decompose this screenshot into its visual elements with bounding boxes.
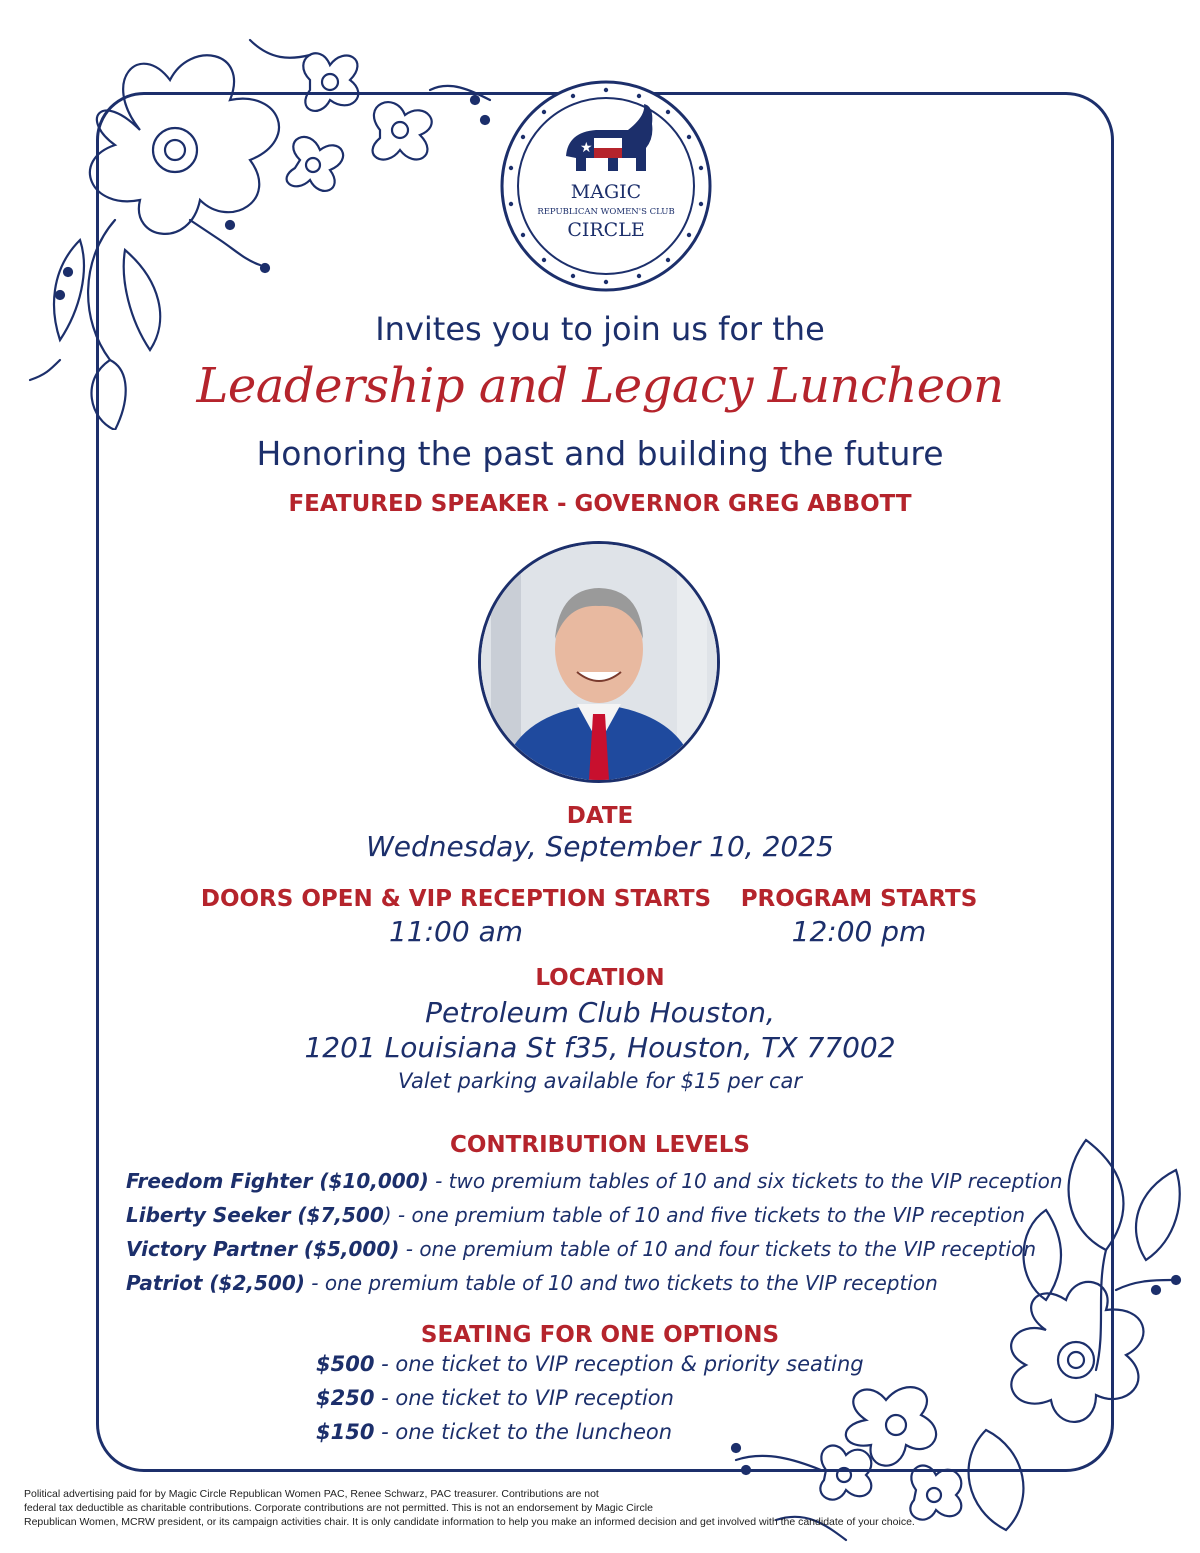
event-title: Leadership and Legacy Luncheon: [196, 358, 1004, 414]
list-item: [126, 1268, 1086, 1302]
list-item: [126, 1166, 1086, 1200]
logo-text-club: REPUBLICAN WOMEN'S CLUB: [537, 207, 675, 217]
seat-description: - one ticket to VIP reception: [374, 1386, 674, 1410]
location-address: 1201 Louisiana St f35, Houston, TX 77002: [304, 1031, 896, 1064]
doors-open-time: 11:00 am: [388, 915, 524, 948]
contribution-levels-label: CONTRIBUTION LEVELS: [450, 1132, 750, 1158]
list-item: [316, 1416, 916, 1450]
disclaimer-line: Political advertising paid for by Magic Circle Republican Women PAC, Renee Schwarz, PAC treasurer. Contributions are not: [24, 1488, 599, 1500]
svg-text:★: ★: [580, 140, 593, 156]
seat-price: $150: [316, 1420, 375, 1444]
level-name: Patriot ($2,500): [126, 1271, 305, 1295]
list-item: [316, 1348, 916, 1382]
list-item: [316, 1382, 916, 1416]
logo-text-magic: MAGIC: [570, 181, 642, 203]
disclaimer-line: federal tax deductible as charitable contributions. Corporate contributions are not permitted. This is not an endorsement by Magic Circle: [24, 1502, 653, 1514]
level-description: - one premium table of 10 and four tickets to the VIP reception: [399, 1237, 1036, 1261]
list-item: [126, 1200, 1086, 1234]
valet-note: Valet parking available for $15 per car: [397, 1069, 803, 1093]
level-name: Liberty Seeker ($7,500: [126, 1203, 384, 1227]
event-subtitle: Honoring the past and building the future: [256, 434, 944, 473]
speaker-portrait: [478, 541, 720, 783]
contribution-levels-list: [126, 1166, 1086, 1302]
level-description: - two premium tables of 10 and six tickets to the VIP reception: [428, 1169, 1063, 1193]
political-disclaimer: [24, 1487, 1144, 1529]
level-description: - one premium table of 10 and two tickets to the VIP reception: [304, 1271, 938, 1295]
seating-options-label: SEATING FOR ONE OPTIONS: [420, 1322, 780, 1348]
seat-price: $500: [316, 1352, 375, 1376]
level-name: Freedom Fighter ($10,000): [126, 1169, 429, 1193]
program-start-block: [728, 886, 990, 948]
level-description: ) - one premium table of 10 and five tickets to the VIP reception: [383, 1203, 1026, 1227]
program-start-time: 12:00 pm: [791, 915, 927, 948]
date-value: Wednesday, September 10, 2025: [366, 830, 834, 863]
featured-speaker: FEATURED SPEAKER - GOVERNOR GREG ABBOTT: [288, 491, 912, 517]
seat-description: - one ticket to VIP reception & priority seating: [374, 1352, 864, 1376]
program-start-label: PROGRAM STARTS: [740, 886, 978, 912]
date-label: DATE: [566, 803, 634, 829]
disclaimer-line: Republican Women, MCRW president, or its campaign activities chair. It is only candidate information to help you make an informed decision and get involved with the candidate of your choice.: [24, 1516, 915, 1528]
level-name: Victory Partner ($5,000): [126, 1237, 400, 1261]
location-label: LOCATION: [535, 965, 665, 991]
doors-open-block: [196, 886, 716, 948]
magic-circle-logo: [496, 76, 716, 296]
seating-options-list: [316, 1348, 916, 1450]
logo-text-circle: CIRCLE: [567, 219, 645, 241]
location-venue: Petroleum Club Houston,: [425, 996, 775, 1029]
invite-intro: Invites you to join us for the: [375, 310, 825, 348]
seat-description: - one ticket to the luncheon: [374, 1420, 673, 1444]
doors-open-label: DOORS OPEN & VIP RECEPTION STARTS: [200, 886, 712, 912]
list-item: [126, 1234, 1086, 1268]
seat-price: $250: [316, 1386, 375, 1410]
